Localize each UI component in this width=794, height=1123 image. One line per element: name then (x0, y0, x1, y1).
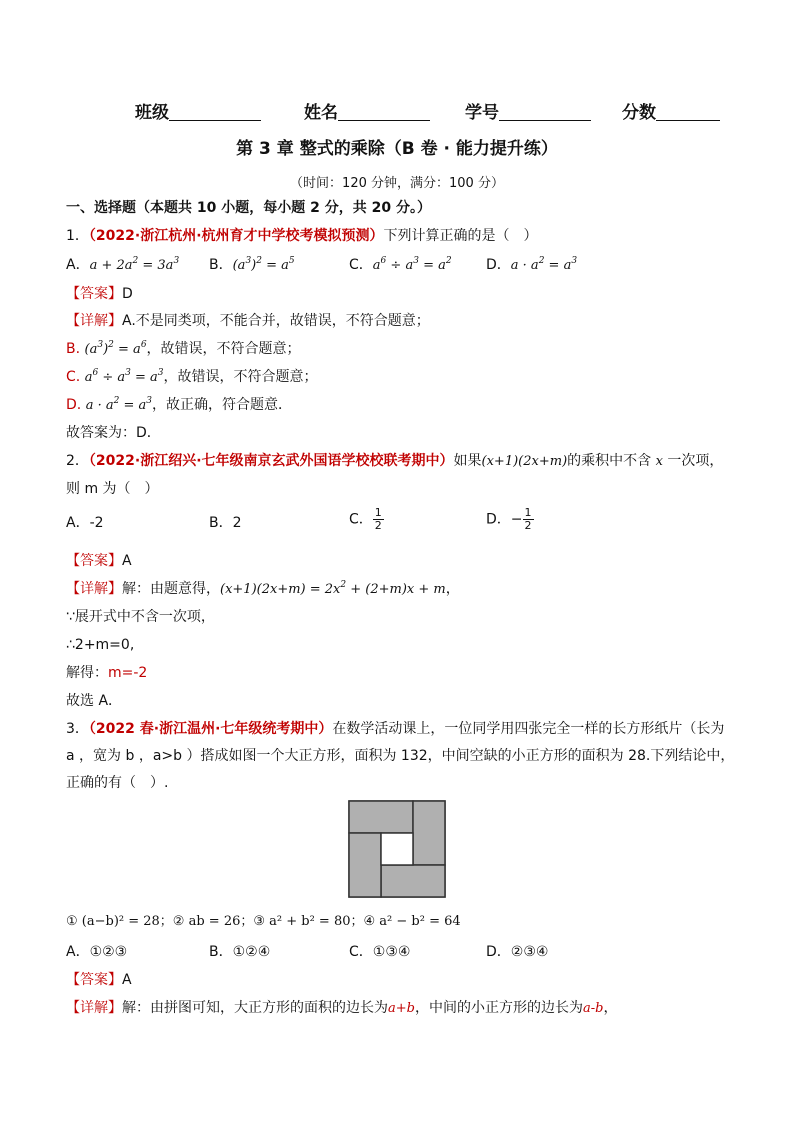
class-blank[interactable] (169, 102, 261, 121)
q3-conditions: ① (a−b)² = 28；② ab = 26；③ a² + b² = 80；④ a² − b² = 64 (66, 914, 461, 929)
q3-stem-1: 3．（2022 春·浙江温州·七年级统考期中）在数学活动课上，一位同学用四张完全一样的长方形纸片（长为 (66, 721, 725, 737)
q1-detail-4: D. $a \cdot a^2 = a^3$，故正确，符合题意． (66, 396, 292, 413)
score-field: 分数 (622, 98, 720, 123)
q1-detail-3: C. $a^6 \div a^3 = a^3$，故错误，不符合题意； (66, 368, 318, 385)
q2-detail-2: ∵展开式中不含一次项， (66, 609, 215, 625)
q3-stem-3: 正确的有（ ）. (66, 775, 169, 791)
q2-detail-1: 【详解】解：由题意得，$(x+1)(2x+m) = 2x^2 + (2+m)x + m$， (66, 580, 460, 597)
section-heading: 一、选择题（本题共 10 小题，每小题 2 分，共 20 分。） (66, 200, 431, 216)
name-field: 姓名 (304, 98, 430, 123)
q2-answer: 【答案】A (66, 553, 132, 569)
q2-option-a[interactable]: A．-2 (66, 515, 104, 531)
q1-answer: 【答案】D (66, 286, 133, 302)
q1-option-a[interactable]: A．$a + 2a^2 = 3a^3$ (66, 256, 180, 273)
q2-stem: 2．（2022·浙江绍兴·七年级南京玄武外国语学校校联考期中）如果(x+1)(2x+m)的乘积中不含 x 一次项， (66, 453, 724, 469)
q2-option-c[interactable]: C． $\frac{1}{2}$ (349, 506, 382, 532)
q1-stem: 1．（2022·浙江杭州·杭州育才中学校考模拟预测）下列计算正确的是（ ） (66, 228, 538, 244)
score-blank[interactable] (656, 102, 720, 121)
name-blank[interactable] (338, 102, 430, 121)
q1-source: （2022·浙江杭州·杭州育才中学校考模拟预测） (88, 228, 384, 244)
center-square (381, 833, 413, 865)
q2-option-b[interactable]: B．2 (209, 515, 242, 531)
q3-answer: 【答案】A (66, 972, 132, 988)
q2-detail-3: ∴2+m=0, (66, 637, 135, 653)
q1-option-b[interactable]: B．$(a^3)^2 = a^5$ (209, 256, 295, 273)
rect-right (413, 801, 445, 865)
page-subtitle: （时间：120 分钟，满分：100 分） (290, 176, 504, 191)
q2-option-d[interactable]: D．− $\frac{1}{2}$ (486, 506, 532, 532)
q1-option-d[interactable]: D．$a \cdot a^2 = a^3$ (486, 256, 578, 273)
q3-option-b[interactable]: B．①②④ (209, 944, 271, 960)
q2-conclusion: 故选 A． (66, 693, 123, 709)
q1-detail-1: 【详解】A.不是同类项，不能合并，故错误，不符合题意； (66, 313, 430, 329)
rect-left (349, 833, 381, 897)
q3-detail-1: 【详解】解：由拼图可知，大正方形的面积的边长为a+b，中间的小正方形的边长为a-b， (66, 1000, 618, 1016)
q1-option-c[interactable]: C．$a^6 \div a^3 = a^2$ (349, 256, 452, 273)
q3-option-a[interactable]: A．①②③ (66, 944, 128, 960)
q3-source: （2022 春·浙江温州·七年级统考期中） (88, 721, 333, 737)
id-blank[interactable] (499, 102, 591, 121)
q3-option-c[interactable]: C．①③④ (349, 944, 411, 960)
q1-detail-2: B. $(a^3)^2 = a^6$，故错误，不符合题意； (66, 340, 301, 357)
q1-conclusion: 故答案为：D． (66, 425, 161, 441)
q2-stem-line2: 则 m 为（ ） (66, 481, 159, 497)
q3-stem-2: a ，宽为 b ，a>b ）搭成如图一个大正方形，面积为 132，中间空缺的小正方形的面积为 28.下列结论中， (66, 748, 735, 764)
page-title: 第 3 章 整式的乘除（B 卷 · 能力提升练） (236, 139, 558, 159)
square-puzzle-figure (348, 800, 446, 898)
class-field: 班级 (135, 98, 261, 123)
id-field: 学号 (465, 98, 591, 123)
q2-source: （2022·浙江绍兴·七年级南京玄武外国语学校校联考期中） (88, 453, 454, 469)
q3-option-d[interactable]: D．②③④ (486, 944, 549, 960)
rect-top (349, 801, 413, 833)
rect-bottom (381, 865, 445, 897)
q2-detail-4: 解得：m=-2 (66, 665, 148, 681)
